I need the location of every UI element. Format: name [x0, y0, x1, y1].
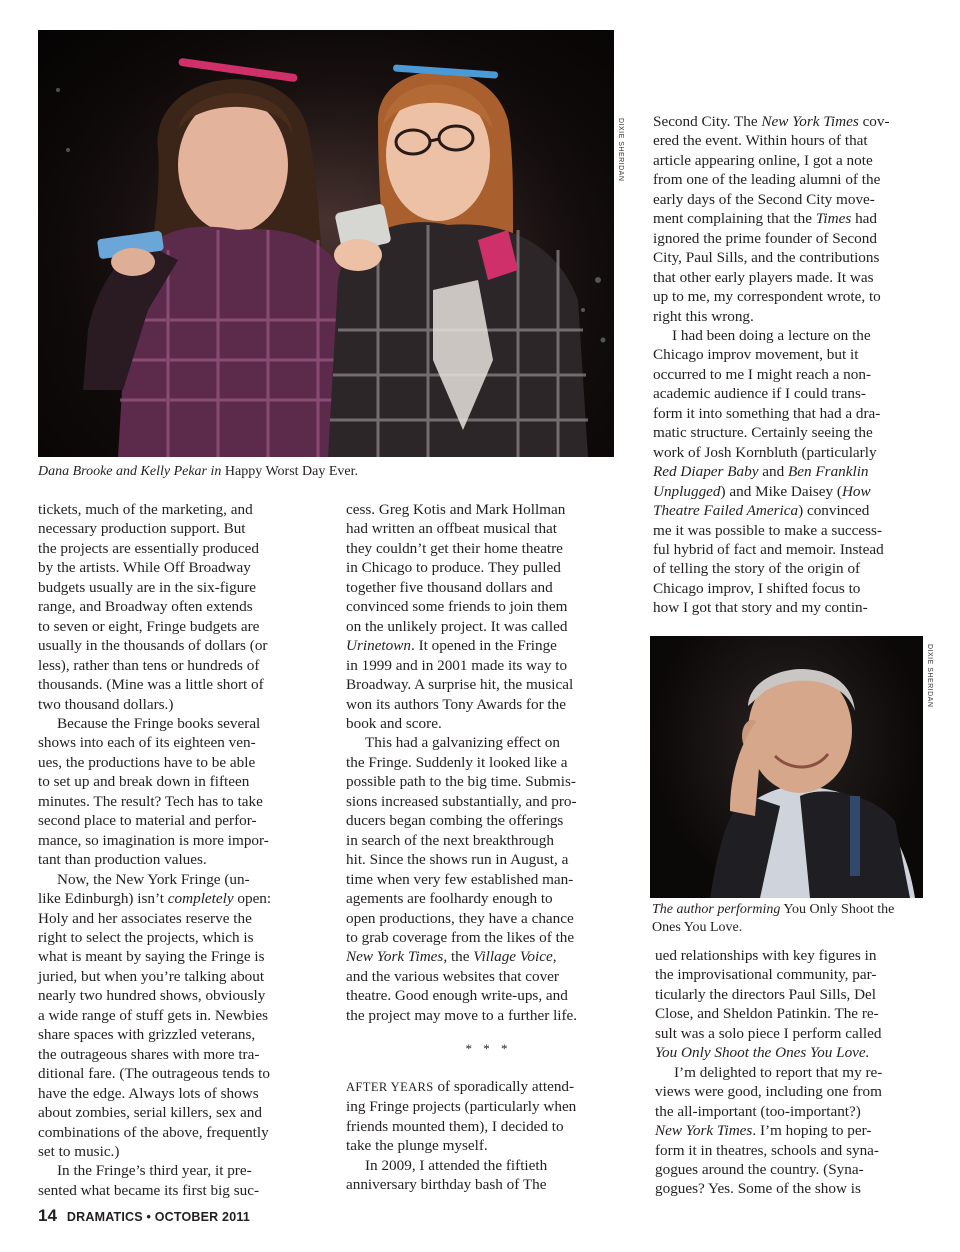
paragraph: I had been doing a lecture on the Chicago improv movement, but it occurred to me I might reach a non- academic audience if I could trans- form it into something that had a dra- matic structure. Certainly seeing the work of Josh Kornbluth (particularly Red Diaper Baby and Ben Franklin Unplugged) and Mike Daisey (How Theatre Failed America) convinced me it was possible to make a success- ful hybrid of fact and memoir. Instead of telling the story of the origin of Chicago improv, I shifted focus to how I got that story and my contin-: [653, 326, 928, 618]
text-line: ing Fringe projects (particularly when: [346, 1098, 577, 1116]
text-line: in search of the next breakthrough: [346, 831, 554, 849]
text-line: In 2009, I attended the fiftieth: [365, 1156, 548, 1174]
text-line: the improvisational community, par-: [655, 966, 877, 984]
text-line: form it into something that had a dra-: [653, 404, 881, 422]
text-line: the projects are essentially produced: [38, 539, 259, 557]
section-break: * * *: [465, 1041, 512, 1057]
text-line: I’m delighted to report that my re-: [674, 1063, 883, 1081]
paragraph: This had a galvanizing effect on the Fringe. Suddenly it looked like a possible path to the big time. Submis- sions increased substantially, and pro- ducers began combing the offerings in search of the next breakthrough hit. Since the shows run in August, a time when very few established man- agements are foolhardy enough to open productions, they have a chance to grab coverage from the likes of the New York Times, the Village Voice, and the various websites that cover theatre. Good enough write-ups, and the project may move to a further life.: [346, 733, 631, 1025]
author-photo-illustration: [650, 636, 923, 898]
paragraph: ued relationships with key figures in the improvisational community, par- ticularly the directors Paul Sills, Del Close, and Sheldon Patinkin. The re- sult was a solo piece I perform called You Only Shoot the Ones You Love.: [655, 946, 930, 1063]
text-line: mance, so imagination is more impor-: [38, 831, 269, 849]
text-line: set to music.): [38, 1142, 120, 1160]
paragraph: Second City. The New York Times cov- ered the event. Within hours of that article appearing online, I got a note from one of the leading alumni of the early days of the Second City move- ment complaining that the Times had ignored the prime founder of Second City, Paul Sills, and the contributions that other early players made. It was up to me, my correspondent wrote, to right this wrong.: [653, 112, 928, 326]
text-line: have the edge. Always lots of shows: [38, 1084, 259, 1102]
text-line: less), rather than tens or hundreds of: [38, 656, 260, 674]
text-line: tant than production values.: [38, 851, 207, 869]
text-line: in Chicago to produce. They pulled: [346, 559, 561, 577]
paragraph: cess. Greg Kotis and Mark Hollman had written an offbeat musical that they couldn’t get their home theatre in Chicago to produce. They pulled together five thousand dollars and convinced some friends to join them on the unlikely project. It was called Urinetown. It opened in the Fringe in 1999 and in 2001 made its way to Broadway. A surprise hit, the musical won its authors Tony Awards for the book and score.: [346, 500, 631, 733]
paragraph: [346, 1156, 631, 1195]
text-line: occurred to me I might reach a non-: [653, 365, 872, 383]
text-line: friends mounted them), I decided to: [346, 1117, 564, 1135]
text-line: convinced some friends to join them: [346, 598, 568, 616]
text-line: share spaces with grizzled veterans,: [38, 1026, 256, 1044]
text-line: Chicago improv, I shifted focus to: [653, 579, 861, 597]
text-line: This had a galvanizing effect on: [365, 734, 560, 752]
text-line: gogues around the country. (Syna-: [655, 1160, 864, 1178]
text-line: about zombies, serial killers, sex and: [38, 1104, 262, 1122]
text-line: I had been doing a lecture on the: [672, 326, 871, 344]
text-line: to seven or eight, Fringe budgets are: [38, 617, 260, 635]
publication-date: DRAMATICS • OCTOBER 2011: [66, 1210, 250, 1224]
text-line: shows into each of its eighteen ven-: [38, 734, 256, 752]
text-line: by the artists. While Off Broadway: [38, 559, 251, 577]
paragraph: I’m delighted to report that my re- views were good, including one from the all-important (too-important?) New York Times. I’m hoping to per- form it in theatres, schools and syna- gogues around the country. (Syna- gogues? Yes. Some of the show is: [655, 1063, 930, 1199]
photo-caption-author: [652, 901, 932, 937]
text-line: a wide range of stuff gets in. Newbies: [38, 1006, 268, 1024]
text-line: to set up and break down in fifteen: [38, 773, 250, 791]
paragraph: Now, the New York Fringe (un- like Edinburgh) isn’t completely open: Holy and her associates reserve the right to select the projects, which is what is meant by saying the Fringe is juried, but when you’re talking about nearly two hundred shows, obviously a wide range of stuff gets in. Newbies share spaces with grizzled veterans, the outrageous shares with more tra- ditional fare. (The outrageous tends to have the edge. Always lots of shows about zombies, serial killers, sex and combinations of the above, frequently set to music.): [38, 870, 323, 1162]
text-line: what is meant by saying the Fringe is: [38, 948, 265, 966]
text-line: that other early players made. It was: [653, 268, 874, 286]
text-line: theatre. Good enough write-ups, and: [346, 987, 568, 1005]
text-line: they couldn’t get their home theatre: [346, 539, 563, 557]
text-line: Holy and her associates reserve the: [38, 909, 252, 927]
text-line: In the Fringe’s third year, it pre-: [57, 1162, 252, 1180]
photo-credit-author: DIXIE SHERIDAN: [926, 644, 933, 708]
text-line: necessary production support. But: [38, 520, 246, 538]
text-line: ticularly the directors Paul Sills, Del: [655, 985, 877, 1003]
text-line: matic structure. Certainly seeing the: [653, 424, 873, 442]
text-line: ued relationships with key figures in: [655, 947, 877, 964]
text-line: the Fringe. Suddenly it looked like a: [346, 753, 568, 771]
text-line: Broadway. A surprise hit, the musical: [346, 676, 574, 694]
page-number: 14: [38, 1206, 57, 1225]
text-line: ducers began combing the offerings: [346, 812, 564, 830]
text-line: the outrageous shares with more tra-: [38, 1045, 260, 1063]
paragraph: AFTER YEARS of sporadically attend- ing Fringe projects (particularly when friends mounted them), I decided to take the plunge myself.: [346, 1077, 631, 1156]
text-line: thousands. (Mine was a little short of: [38, 676, 264, 694]
text-line: sions increased substantially, and pro-: [346, 792, 577, 810]
photo-caption-top: [38, 463, 614, 481]
stage-photo-two-actresses: [38, 30, 614, 457]
text-line: had written an offbeat musical that: [346, 520, 558, 538]
text-line: ignored the prime founder of Second: [653, 229, 877, 247]
text-line: in 1999 and in 2001 made its way to: [346, 656, 568, 674]
text-line: from one of the leading alumni of the: [653, 171, 881, 189]
text-line: views were good, including one from: [655, 1083, 882, 1101]
article-column-2: [346, 500, 631, 1194]
text-line: to grab coverage from the likes of the: [346, 928, 575, 946]
paragraph: [38, 500, 323, 714]
article-column-3-continued: [655, 946, 930, 1199]
text-line: work of Josh Kornbluth (particularly: [653, 443, 877, 461]
text-line: second place to material and perfor-: [38, 812, 257, 830]
text-line: anniversary birthday bash of The: [346, 1175, 547, 1193]
text-line: sented what became its first big suc-: [38, 1181, 259, 1199]
caption-show-title: You Only Shoot the: [783, 902, 895, 917]
text-line: Chicago improv movement, but it: [653, 346, 859, 364]
text-line: me it was possible to make a success-: [653, 521, 883, 539]
paragraph: [38, 1161, 323, 1200]
text-line: on the unlikely project. It was called: [346, 617, 568, 635]
text-line: tickets, much of the marketing, and: [38, 501, 253, 518]
text-line: academic audience if I could trans-: [653, 385, 866, 403]
text-line: agements are foolhardy enough to: [346, 890, 553, 908]
text-line: how I got that story and my contin-: [653, 599, 868, 617]
text-line: book and score.: [346, 714, 442, 732]
stage-photo-illustration: [38, 30, 614, 457]
text-line: ues, the productions have to be able: [38, 753, 256, 771]
text-line: of telling the story of the origin of: [653, 560, 861, 578]
text-line: together five thousand dollars and: [346, 578, 553, 596]
text-line: Because the Fringe books several: [57, 714, 261, 732]
text-line: budgets usually are in the six-figure: [38, 578, 257, 596]
text-line: combinations of the above, frequently: [38, 1123, 269, 1141]
text-line: won its authors Tony Awards for the: [346, 695, 566, 713]
text-line: juried, but when you’re talking about: [38, 967, 265, 985]
caption-show-title: Happy Worst Day Ever.: [224, 464, 359, 479]
page-footer: [38, 1206, 250, 1226]
text-line: cess. Greg Kotis and Mark Hollman: [346, 501, 566, 518]
text-line: form it in theatres, schools and syna-: [655, 1141, 879, 1159]
caption-italic-text: Dana Brooke and Kelly Pekar in: [38, 464, 222, 479]
text-line: up to me, my correspondent wrote, to: [653, 288, 881, 306]
text-line: open productions, they have a chance: [346, 909, 574, 927]
text-line: hit. Since the shows run in August, a: [346, 851, 569, 869]
text-line: time when very few established man-: [346, 870, 574, 888]
caption-show-title-cont: Ones You Love.: [652, 920, 743, 935]
caption-italic-text: The author performing: [652, 902, 781, 917]
text-line: ful hybrid of fact and memoir. Instead: [653, 540, 884, 558]
text-line: gogues? Yes. Some of the show is: [655, 1180, 861, 1198]
text-line: minutes. The result? Tech has to take: [38, 792, 263, 810]
text-line: possible path to the big time. Submis-: [346, 773, 576, 791]
photo-credit-top: DIXIE SHERIDAN: [617, 118, 624, 182]
text-line: nearly two hundred shows, obviously: [38, 987, 266, 1005]
text-line: the all-important (too-important?): [655, 1102, 861, 1120]
text-line: sult was a solo piece I perform called: [655, 1024, 882, 1042]
text-line: and the various websites that cover: [346, 967, 559, 985]
text-line: range, and Broadway often extends: [38, 598, 253, 616]
text-line: right this wrong.: [653, 307, 754, 325]
text-line: the project may move to a further life.: [346, 1006, 578, 1024]
text-line: usually in the thousands of dollars (or: [38, 637, 268, 655]
text-line: Close, and Sheldon Patinkin. The re-: [655, 1005, 879, 1023]
text-line: take the plunge myself.: [346, 1137, 488, 1155]
text-line: right to select the projects, which is: [38, 928, 254, 946]
author-performing-photo: [650, 636, 923, 898]
text-line: City, Paul Sills, and the contributions: [653, 249, 880, 267]
paragraph: [38, 714, 323, 870]
text-line: ditional fare. (The outrageous tends to: [38, 1065, 270, 1083]
text-line: two thousand dollars.): [38, 695, 174, 713]
text-line: ered the event. Within hours of that: [653, 132, 868, 150]
text-line: early days of the Second City move-: [653, 190, 875, 208]
lead-in-small-caps: AFTER YEARS: [346, 1079, 434, 1094]
article-column-1: [38, 500, 323, 1200]
text-line: article appearing online, I got a note: [653, 151, 873, 169]
article-column-3: [653, 112, 928, 618]
